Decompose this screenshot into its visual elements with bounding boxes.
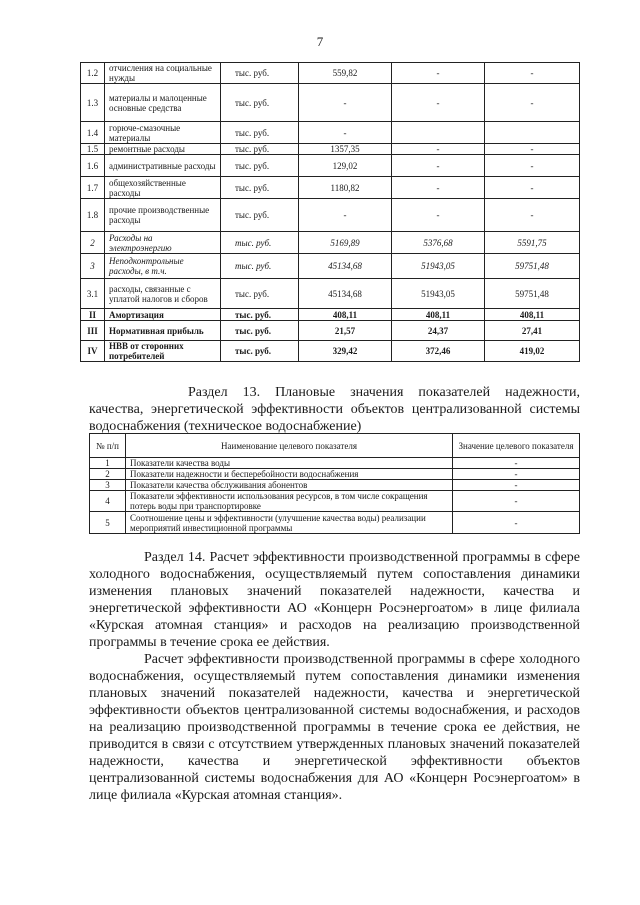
table-row <box>90 480 580 491</box>
row-value-2: 5376,68 <box>392 232 485 254</box>
row-name: НВВ от сторонних потребителей <box>105 341 221 362</box>
row-name: общехозяйственные расходы <box>105 177 221 199</box>
row-name: материалы и малоценные основные средства <box>105 84 221 122</box>
indicator-number: 4 <box>90 491 126 512</box>
row-value-2 <box>392 122 485 144</box>
row-name: административные расходы <box>105 155 221 177</box>
row-value-1: 45134,68 <box>299 279 392 309</box>
row-value-2: - <box>392 155 485 177</box>
table-row <box>81 84 580 122</box>
row-value-3: - <box>485 177 580 199</box>
row-value-1: 5169,89 <box>299 232 392 254</box>
row-unit: тыс. руб. <box>221 232 299 254</box>
row-number: 1.6 <box>81 155 105 177</box>
row-unit: тыс. руб. <box>221 341 299 362</box>
row-value-2: - <box>392 144 485 155</box>
row-value-3: 59751,48 <box>485 279 580 309</box>
row-unit: тыс. руб. <box>221 309 299 321</box>
row-value-1: - <box>299 199 392 232</box>
indicator-value: - <box>453 512 580 534</box>
indicator-name: Показатели эффективности использования ресурсов, в том числе сокращения потерь воды при транспортировке <box>126 491 453 512</box>
row-unit: тыс. руб. <box>221 199 299 232</box>
section-14-paragraph-2: Расчет эффективности производственной программы в сфере холодного водоснабжения, осуществляемый путем сопоставления динамики изменения плановых значений показателей надежности, качества и энергетической эффективности объектов централизованной системы водоснабжения, и расходов на реализацию производственной программы в течение срока ее действия, не приводится в связи с отсутствием утвержденных плановых значений показателей надежности, качества и энергетической эффективности объектов централизованной системы водоснабжения для АО «Концерн Росэнергоатом» в лице филиала «Курская атомная станция». <box>89 652 580 803</box>
row-value-1: 45134,68 <box>299 254 392 279</box>
row-value-2: - <box>392 63 485 84</box>
row-value-1: 129,02 <box>299 155 392 177</box>
table-row <box>81 254 580 279</box>
row-number: 1.8 <box>81 199 105 232</box>
table-row <box>81 177 580 199</box>
indicator-number: 1 <box>90 458 126 469</box>
table-row <box>90 512 580 534</box>
row-unit: тыс. руб. <box>221 84 299 122</box>
row-value-2: 24,37 <box>392 321 485 341</box>
row-value-3: - <box>485 144 580 155</box>
row-value-3: - <box>485 63 580 84</box>
row-unit: тыс. руб. <box>221 144 299 155</box>
row-value-2: - <box>392 84 485 122</box>
indicator-number: 5 <box>90 512 126 534</box>
row-name: ремонтные расходы <box>105 144 221 155</box>
row-value-3: 27,41 <box>485 321 580 341</box>
row-value-1: 408,11 <box>299 309 392 321</box>
row-value-2: 408,11 <box>392 309 485 321</box>
table-row <box>81 63 580 84</box>
indicator-value: - <box>453 491 580 512</box>
row-number: II <box>81 309 105 321</box>
row-value-1: 559,82 <box>299 63 392 84</box>
col-header-name: Наименование целевого показателя <box>126 434 453 458</box>
row-number: 3 <box>81 254 105 279</box>
indicator-value: - <box>453 458 580 469</box>
row-number: 1.4 <box>81 122 105 144</box>
row-value-3: 419,02 <box>485 341 580 362</box>
row-name: горюче-смазочные материалы <box>105 122 221 144</box>
col-header-num: № п/п <box>90 434 126 458</box>
row-value-3: - <box>485 84 580 122</box>
table-row <box>81 232 580 254</box>
table-row <box>81 144 580 155</box>
row-unit: тыс. руб. <box>221 155 299 177</box>
table-row <box>90 491 580 512</box>
table-row <box>90 458 580 469</box>
table-row <box>81 341 580 362</box>
indicator-number: 2 <box>90 469 126 480</box>
row-value-3: 408,11 <box>485 309 580 321</box>
row-value-1: 1357,35 <box>299 144 392 155</box>
section-13-heading: Раздел 13. Плановые значения показателей надежности, качества, энергетической эффективности объектов централизованной системы водоснабжения (техническое водоснабжение) <box>89 385 580 434</box>
row-unit: тыс. руб. <box>221 177 299 199</box>
row-number: 2 <box>81 232 105 254</box>
row-value-3 <box>485 122 580 144</box>
row-name: Расходы на электроэнергию <box>105 232 221 254</box>
row-value-1: 329,42 <box>299 341 392 362</box>
row-value-1: - <box>299 84 392 122</box>
row-number: 1.2 <box>81 63 105 84</box>
row-number: IV <box>81 341 105 362</box>
row-name: расходы, связанные с уплатой налогов и сборов <box>105 279 221 309</box>
row-number: 1.3 <box>81 84 105 122</box>
row-number: 1.5 <box>81 144 105 155</box>
row-value-2: - <box>392 177 485 199</box>
row-name: Нормативная прибыль <box>105 321 221 341</box>
row-unit: тыс. руб. <box>221 122 299 144</box>
table-row <box>81 321 580 341</box>
row-value-3: 59751,48 <box>485 254 580 279</box>
indicator-name: Показатели качества обслуживания абонентов <box>126 480 453 491</box>
row-name: прочие производственные расходы <box>105 199 221 232</box>
table-row <box>81 199 580 232</box>
page-number: 7 <box>316 34 324 49</box>
row-value-1: 21,57 <box>299 321 392 341</box>
row-value-2: 372,46 <box>392 341 485 362</box>
indicator-name: Показатели качества воды <box>126 458 453 469</box>
col-header-value: Значение целевого показателя <box>453 434 580 458</box>
table-row <box>81 279 580 309</box>
indicator-name: Соотношение цены и эффективности (улучшение качества воды) реализации мероприятий инвестиционной программы <box>126 512 453 534</box>
finance-table <box>80 62 580 362</box>
row-value-1: - <box>299 122 392 144</box>
section-14 <box>89 549 580 804</box>
table-row <box>81 309 580 321</box>
indicator-number: 3 <box>90 480 126 491</box>
indicator-value: - <box>453 469 580 480</box>
row-value-3: - <box>485 199 580 232</box>
row-name: отчисления на социальные нужды <box>105 63 221 84</box>
table-row <box>81 122 580 144</box>
row-unit: тыс. руб. <box>221 321 299 341</box>
row-number: 1.7 <box>81 177 105 199</box>
indicators-table <box>89 433 580 534</box>
row-value-3: - <box>485 155 580 177</box>
row-unit: тыс. руб. <box>221 254 299 279</box>
row-value-2: 51943,05 <box>392 254 485 279</box>
row-number: III <box>81 321 105 341</box>
row-name: Амортизация <box>105 309 221 321</box>
table-row <box>90 469 580 480</box>
row-value-2: 51943,05 <box>392 279 485 309</box>
row-value-3: 5591,75 <box>485 232 580 254</box>
row-number: 3.1 <box>81 279 105 309</box>
indicator-value: - <box>453 480 580 491</box>
section-14-paragraph-1: Раздел 14. Расчет эффективности производственной программы в сфере холодного водоснабжения, осуществляемый путем сопоставления динамики изменения плановых значений показателей надежности, качества и энергетической эффективности АО «Концерн Росэнергоатом» в лице филиала «Курская атомная станция» и расходов на реализацию производственной программы в течение срока ее действия. <box>89 550 580 650</box>
row-unit: тыс. руб. <box>221 279 299 309</box>
row-value-1: 1180,82 <box>299 177 392 199</box>
indicator-name: Показатели надежности и бесперебойности водоснабжения <box>126 469 453 480</box>
row-unit: тыс. руб. <box>221 63 299 84</box>
row-value-2: - <box>392 199 485 232</box>
row-name: Неподконтрольные расходы, в т.ч. <box>105 254 221 279</box>
table-row <box>81 155 580 177</box>
